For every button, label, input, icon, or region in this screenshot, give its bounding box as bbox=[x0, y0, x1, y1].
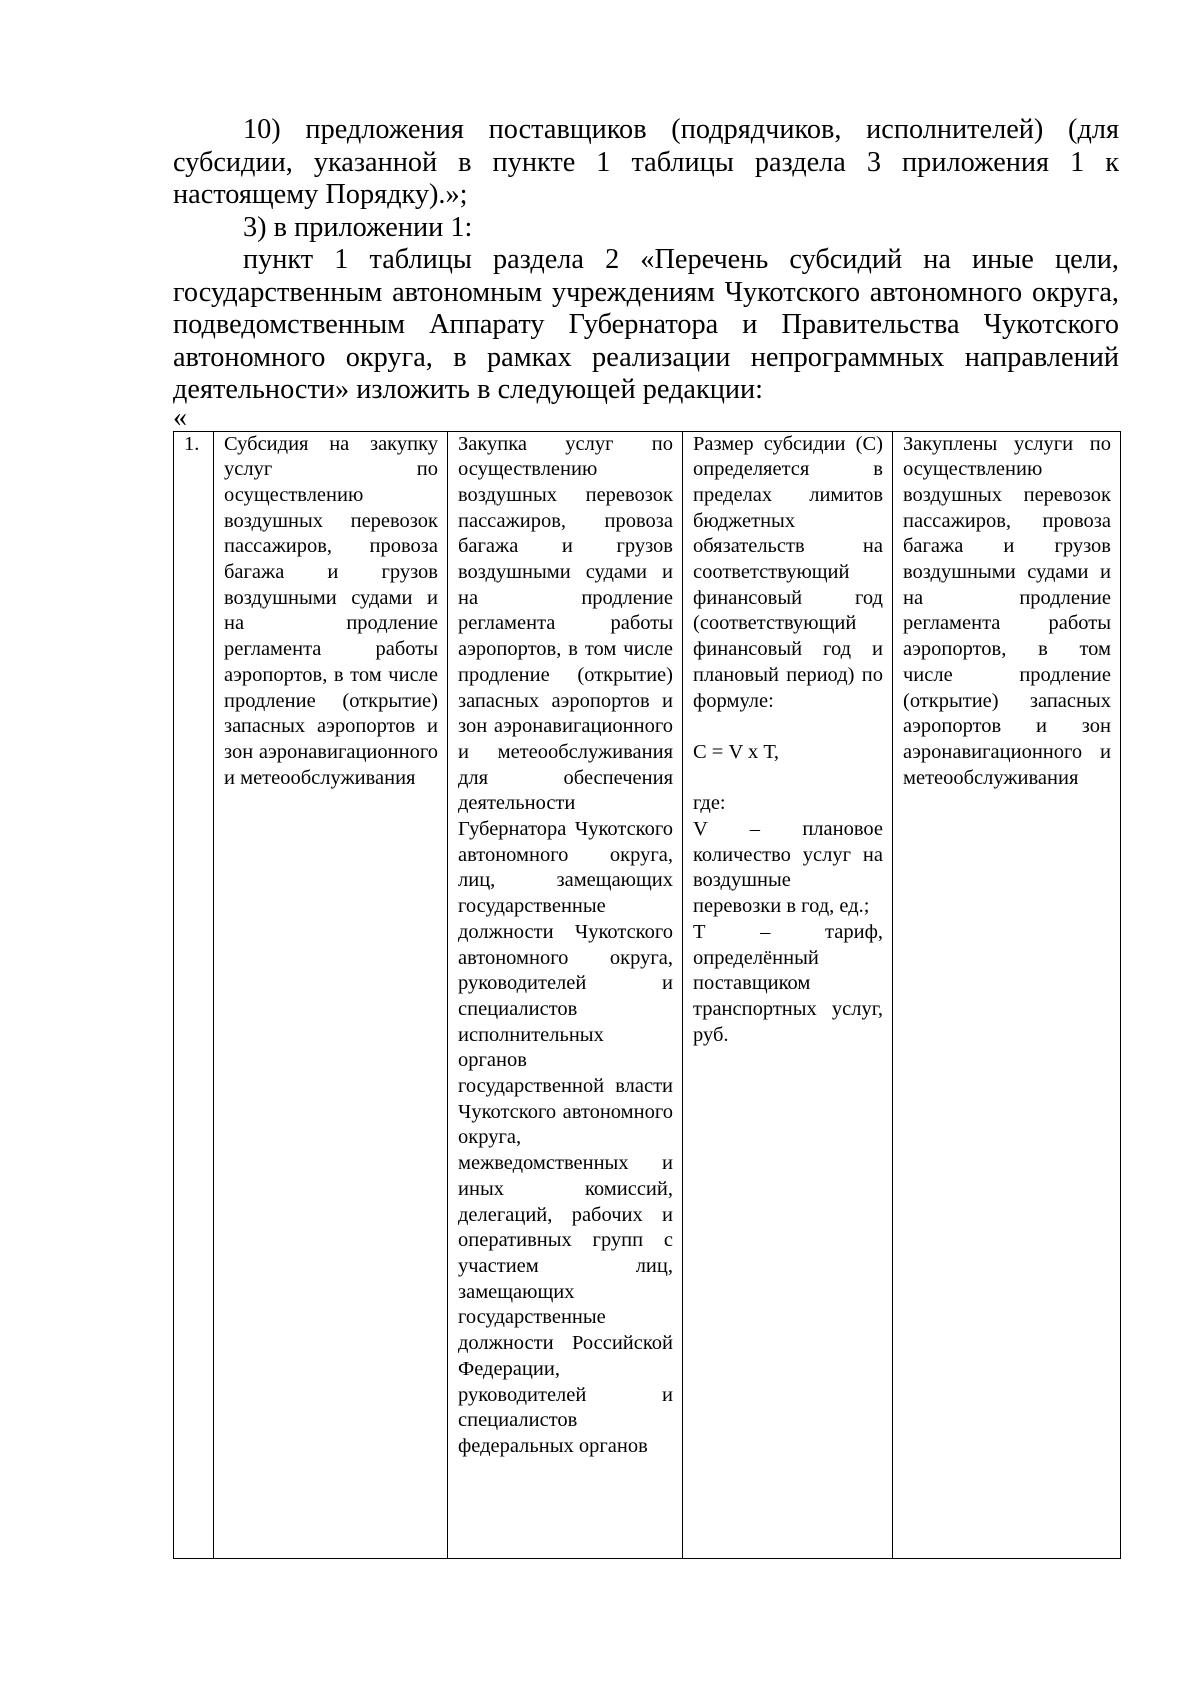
paragraph-item-10: 10) предложения поставщиков (подрядчиков, исполнителей) (для субсидии, указанной в пункте 1 таблицы раздела 3 приложения 1 к настоящему Порядку).»; bbox=[173, 114, 1119, 210]
cell-number: 1. bbox=[174, 431, 214, 1558]
v-definition-text: V – плановое количество услуг на воздушные перевозки в год, ед.; bbox=[693, 818, 883, 918]
cell-result bbox=[893, 431, 1121, 1558]
subsidy-table bbox=[173, 431, 1121, 1559]
table-row bbox=[174, 431, 1121, 1558]
document-page bbox=[173, 114, 1119, 1559]
formula-text: С = V x Т, bbox=[693, 740, 780, 763]
purpose-text: Закупка услуг по осуществлению воздушных перевозок пассажиров, провоза багажа и грузов воздушными судами и на продление регламента работы аэропортов, в том числе продление (открытие) запасных аэропортов и зон аэронавигационного и метеообслуживания для обеспечения деятельности Губернатора Чукотского автономного округа, лиц, замещающих государственные должности Чукотского автономного округа, руководителей и специалистов исполнительных органов государственной власти Чукотского автономного округа, межведомственных и иных комиссий, делегаций, рабочих и оперативных групп с участием лиц, замещающих государственные должности Российской Федерации, руководителей и специалистов федеральных органов bbox=[458, 432, 673, 1457]
paragraph-table-point-1: пункт 1 таблицы раздела 2 «Перечень субсидий на иные цели, государственным автономным учреждениям Чукотского автономного округа, подведомственным Аппарату Губернатора и Правительства Чукотского автономного округа, в рамках реализации непрограммных направлений деятельности» изложить в следующей редакции: bbox=[173, 244, 1119, 405]
result-text: Закуплены услуги по осуществлению воздушных перевозок пассажиров, провоза багажа и грузов воздушными судами и на продление регламента работы аэропортов, в том числе продление (открытие) запасных аэропортов и зон аэронавигационного и метеообслуживания bbox=[903, 432, 1111, 789]
cell-purpose bbox=[448, 431, 683, 1558]
cell-subsidy-name bbox=[214, 431, 448, 1558]
subsidy-name-text: Субсидия на закупку услуг по осуществлению воздушных перевозок пассажиров, провоза багажа и грузов воздушными судами и на продление регламента работы аэропортов, в том числе продление (открытие) запасных аэропортов и зон аэронавигационного и метеообслуживания bbox=[224, 432, 438, 789]
size-intro-text: Размер субсидии (С) определяется в пределах лимитов бюджетных обязательств на соответствующий финансовый год (соответствующий финансовый год и плановый период) по формуле: bbox=[693, 432, 883, 712]
where-text: где: bbox=[693, 792, 726, 815]
paragraph-appendix-1: 3) в приложении 1: bbox=[243, 211, 473, 243]
opening-quote: « bbox=[173, 401, 187, 433]
t-definition-text: Т – тариф, определённый поставщиком транспортных услуг, руб. bbox=[693, 920, 883, 1046]
cell-subsidy-size bbox=[683, 431, 893, 1558]
